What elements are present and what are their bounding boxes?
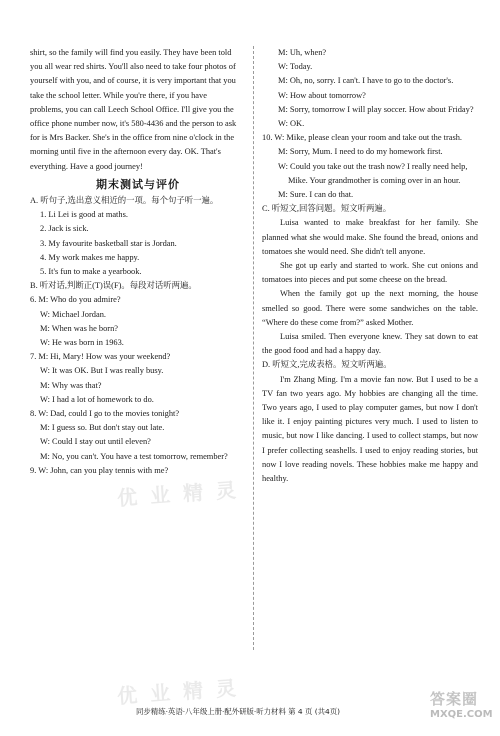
site-watermark [430,688,492,732]
partA-items [30,208,246,279]
dialogue-line: W: Could I stay out until eleven? [40,437,151,447]
dialogue-line: W: OK. [278,119,305,129]
dialogue-line: 6. M: Who do you admire? [30,295,121,305]
intro-line: shirt, so the family will find you easily. They have been told [30,48,232,57]
intro-line: take the school letter. While you're there, if you have [30,90,207,100]
dialogue-line: M: Uh, when? [278,48,327,57]
dialogue-line: 8. W: Dad, could I go to the movies tonight? [30,409,180,419]
question-item: 3. My favourite basketball star is Jordan. [40,238,177,248]
dialogue-line: 10. W: Mike, please clean your room and take out the trash. [262,133,463,143]
partA-header: A. 听句子,选出意义相近的一项。每个句子听一遍。 [30,196,219,206]
dialogue-line: M: When was he born? [40,323,118,333]
dialogue-line: M: No, you can't. You have a test tomorrow, remember? [40,451,228,461]
intro-line: everything. Have a good journey! [30,161,143,171]
watermark-url: MXQE.COM [430,709,493,720]
section-title: 期末测试与评价 [96,177,180,191]
dialogue-line: 9. W: John, can you play tennis with me? [30,465,169,475]
dialogue-line: W: I had a lot of homework to do. [40,394,154,404]
question-item: 4. My work makes me happy. [40,252,140,262]
dialogue-continued [262,46,478,202]
passage-paragraph: She got up early and started to work. She cut onions and tomatoes into pieces and put some cheese on the bread. [262,261,478,285]
dialogue-line: W: It was OK. But I was really busy. [40,366,164,376]
intro-line: you all wear red shirts. You'll also need to take four photos of [30,62,236,72]
partB-dialogues [30,293,246,478]
faded-stamp: 优 业 精 灵 [116,675,240,709]
dialogue-line: 7. M: Hi, Mary! How was your weekend? [30,352,171,362]
dialogue-line: W: He was born in 1963. [40,338,124,348]
dialogue-line: M: Sorry, Mum. I need to do my homework first. [278,147,443,157]
partB-header: B. 听对话,判断正(T)误(F)。每段对话听两遍。 [30,281,197,291]
intro-line: morning until five in the afternoon every day. OK. That's [30,147,221,157]
dialogue-line: W: Could you take out the trash now? I really need help, [278,161,468,171]
partD-passage: I'm Zhang Ming. I'm a movie fan now. But I used to be a TV fan two years ago. My hobbies are changing all the time. Two years ago, I used to play computer games, but now I don't like it. I enjoy painting pictures very much. I used to listen to music, but now I like dancing. I used to collect stamps, but now I prefer collecting seashells. I used to enjoy reading stories, but now I love reading novels. These hobbies make me happy and healthy. [262,374,478,484]
partD-header: D. 听短文,完成表格。短文听两遍。 [262,360,392,370]
question-item: 2. Jack is sick. [40,224,89,234]
dialogue-line: M: Oh, no, sorry. I can't. I have to go to the doctor's. [278,76,454,86]
intro-paragraph [30,46,246,174]
column-divider [253,46,254,650]
intro-line: yourself with you, and of course, it is very important that you [30,76,236,86]
faded-stamp: 优 业 精 灵 [116,477,240,511]
dialogue-line: M: Sure. I can do that. [278,190,354,200]
intro-line: for is Mrs Backer. She's in the office from nine o'clock in the [30,133,235,143]
dialogue-line: M: I guess so. But don't stay out late. [40,423,165,433]
left-column [30,46,246,478]
dialogue-line: W: Today. [278,62,313,72]
dialogue-line: M: Why was that? [40,380,102,390]
partC-header: C. 听短文,回答问题。短文听两遍。 [262,204,392,214]
question-item: 1. Li Lei is good at maths. [40,210,128,220]
right-column [262,46,478,486]
intro-line: problems, you can call Leech School Office. I'll give you the [30,104,234,114]
watermark-logo-text: 答案圈 [430,690,479,708]
page-footer: 同步精练·英语·八年级上册·配外研版·听力材料 第 4 页 (共4页) [136,707,340,716]
dialogue-line: W: How about tomorrow? [278,90,366,100]
dialogue-line: M: Sorry, tomorrow I will play soccer. How about Friday? [278,104,474,114]
question-item: 5. It's fun to make a yearbook. [40,267,142,277]
passage-paragraph: Luisa wanted to make breakfast for her family. She planned what she would make. She found the bread, onions and tomatoes she would need. She didn't tell anyone. [262,218,478,256]
dialogue-line: W: Michael Jordan. [40,309,106,319]
intro-line: office phone number now, it's 580-4436 and the person to ask [30,119,237,129]
partC-passage [262,216,478,358]
passage-paragraph: When the family got up the next morning, the house smelled so good. There were some sandwiches on the table. “Where do these come from?” asked Mother. [262,289,478,327]
passage-paragraph: Luisa smiled. Then everyone knew. They sat down to eat the good food and had a happy day. [262,332,478,356]
dialogue-line: Mike. Your grandmother is coming over in an hour. [288,175,461,185]
